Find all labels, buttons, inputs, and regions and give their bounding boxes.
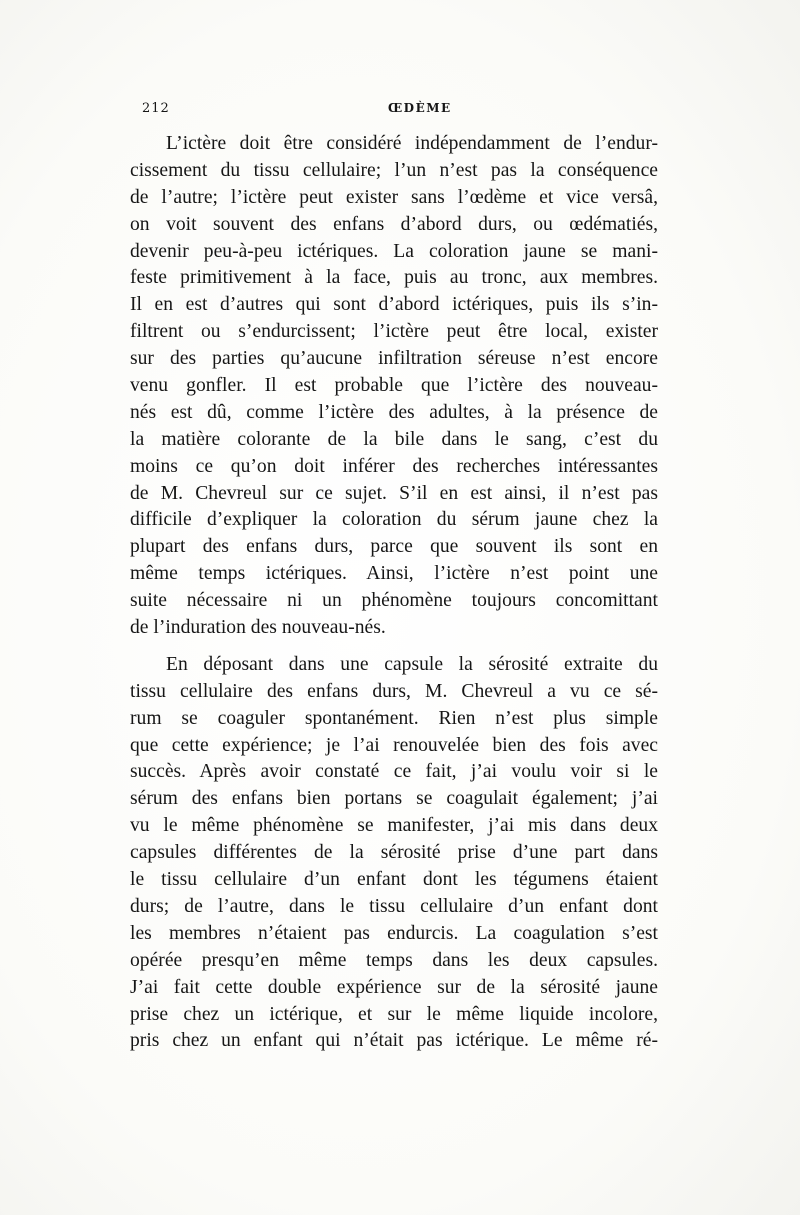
text-line: tissu cellulaire des enfans durs, M. Chevreul a vu ce sé- — [130, 680, 658, 702]
text-line: le tissu cellulaire d’un enfant dont les tégumens étaient — [130, 869, 658, 891]
paragraph-gap — [130, 642, 658, 652]
text-line: durs; de l’autre, dans le tissu cellulaire d’un enfant dont — [130, 895, 658, 917]
text-line: vu le même phénomène se manifester, j’ai mis dans deux — [130, 815, 658, 837]
text-line: L’ictère doit être considéré indépendamment de l’endur- — [166, 133, 658, 154]
text-line: sérum des enfans bien portans se coagulait également; j’ai — [130, 788, 658, 810]
text-line: devenir peu-à-peu ictériques. La coloration jaune se mani- — [130, 240, 658, 262]
text-line: feste primitivement à la face, puis au tronc, aux membres. — [130, 267, 658, 289]
text-line: opérée presqu’en même temps dans les deux capsules. — [130, 949, 658, 971]
body-text — [130, 131, 658, 1055]
text-line: Il en est d’autres qui sont d’abord ictériques, puis ils s’in- — [130, 294, 658, 316]
text-line: pris chez un enfant qui n’était pas ictérique. Le même ré- — [130, 1030, 658, 1052]
text-line: on voit souvent des enfans d’abord durs, ou œdématiés, — [130, 213, 658, 235]
text-line: de M. Chevreul sur ce sujet. S’il en est ainsi, il n’est pas — [130, 482, 658, 504]
text-line: filtrent ou s’endurcissent; l’ictère peut être local, exister — [130, 321, 658, 343]
text-line: nés est dû, comme l’ictère des adultes, à la présence de — [130, 401, 658, 423]
text-line: plupart des enfans durs, parce que souvent ils sont en — [130, 536, 658, 558]
text-line: difficile d’expliquer la coloration du sérum jaune chez la — [130, 509, 658, 531]
paragraph-2 — [130, 652, 658, 1055]
page-header — [142, 101, 662, 121]
text-line: de l’induration des nouveau-nés. — [130, 617, 386, 639]
text-line: capsules différentes de la sérosité prise d’une part dans — [130, 842, 658, 864]
text-line: En déposant dans une capsule la sérosité extraite du — [166, 653, 658, 675]
text-line: cissement du tissu cellulaire; l’un n’est pas la conséquence — [130, 159, 658, 181]
text-line: de l’autre; l’ictère peut exister sans l’œdème et vice versâ, — [130, 186, 658, 208]
text-line: prise chez un ictérique, et sur le même liquide incolore, — [130, 1003, 658, 1025]
text-line: que cette expérience; je l’ai renouvelée bien des fois avec — [130, 734, 658, 756]
paragraph-1 — [130, 131, 658, 642]
text-line: J’ai fait cette double expérience sur de la sérosité jaune — [130, 976, 658, 998]
text-line: sur des parties qu’aucune infiltration séreuse n’est encore — [130, 348, 658, 370]
text-line: suite nécessaire ni un phénomène toujours concomittant — [130, 590, 658, 612]
page-number: 212 — [142, 101, 170, 116]
running-title: ŒDÈME — [388, 101, 452, 115]
text-line: rum se coaguler spontanément. Rien n’est plus simple — [130, 707, 658, 729]
text-line: succès. Après avoir constaté ce fait, j’ai voulu voir si le — [130, 761, 658, 783]
text-line: venu gonfler. Il est probable que l’ictère des nouveau- — [130, 375, 658, 397]
text-line: les membres n’étaient pas endurcis. La coagulation s’est — [130, 922, 658, 944]
text-line: moins ce qu’on doit inférer des recherches intéressantes — [130, 455, 658, 477]
text-line: la matière colorante de la bile dans le sang, c’est du — [130, 428, 658, 450]
text-line: même temps ictériques. Ainsi, l’ictère n’est point une — [130, 563, 658, 585]
